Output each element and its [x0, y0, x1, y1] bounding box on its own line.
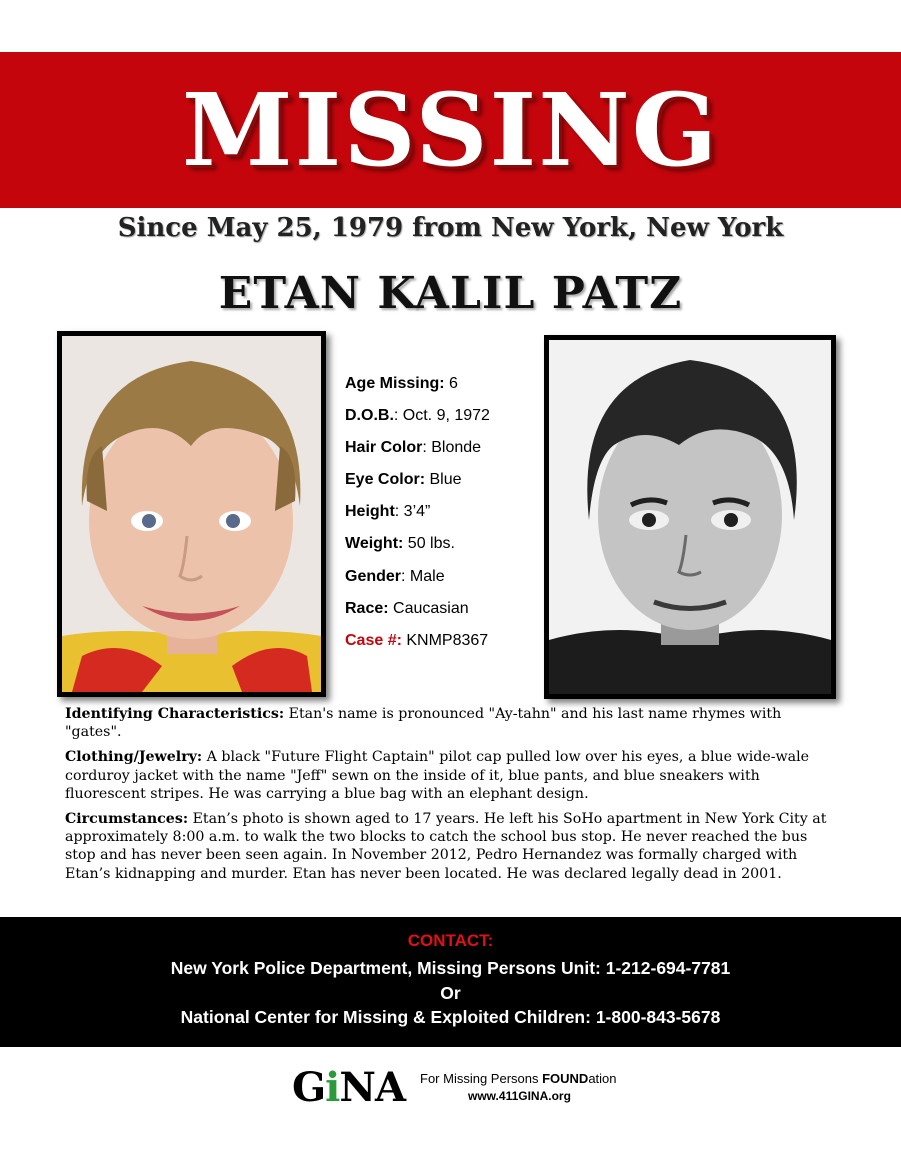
footer: [292, 1066, 652, 1110]
identifying-characteristics: Identifying Characteristics: Etan's name is pronounced "Ay-tahn" and his last name rhymes with "gates".: [65, 706, 782, 741]
detail-dob: D.O.B.: Oct. 9, 1972: [345, 407, 490, 425]
contact-or: Or: [440, 982, 461, 1003]
contact-box: [0, 917, 901, 1047]
detail-race: Race: Caucasian: [345, 599, 469, 617]
details-list: [345, 373, 535, 662]
circumstances: Circumstances: Etan’s photo is shown aged to 17 years. He left his SoHo apartment in New York City at approximately 8:00 a.m. to walk the two blocks to catch the school bus stop. He never reached the bus stop and has never been seen again. In November 2012, Pedro Hernandez was formally charged with Etan’s kidnapping and murder. Etan has never been located. He was declared legally dead in 2001.: [65, 811, 827, 882]
person-name: ETAN KALIL PATZ: [218, 268, 683, 319]
detail-eye-color: Eye Color: Blue: [345, 471, 462, 489]
gina-logo: GiNA: [292, 1064, 405, 1111]
detail-age: Age Missing: 6: [345, 375, 458, 392]
clothing-jewelry: Clothing/Jewelry: A black "Future Flight Captain" pilot cap pulled low over his eyes, a blue wide-wale corduroy jacket with the name "Jeff" sewn on the inside of it, blue pants, and blue sneakers with fluorescent stripes. He was carrying a blue bag with an elephant design.: [65, 749, 810, 802]
missing-banner: [0, 52, 901, 208]
age-progressed-photo: [544, 335, 836, 699]
contact-title: CONTACT:: [407, 931, 494, 950]
foundation-tagline: For Missing Persons FOUNDation: [420, 1071, 617, 1086]
case-description: [65, 705, 837, 890]
detail-gender: Gender: Male: [345, 567, 445, 585]
contact-nypd: New York Police Department, Missing Persons Unit: 1-212-694-7781: [170, 958, 731, 978]
missing-since: Since May 25, 1979 from New York, New York: [117, 213, 784, 243]
website-link[interactable]: www.411GINA.org: [468, 1089, 571, 1103]
banner-title: MISSING: [181, 71, 720, 189]
detail-case-number: Case #: KNMP8367: [345, 631, 489, 649]
detail-hair-color: Hair Color: Blonde: [345, 439, 482, 457]
contact-ncmec: National Center for Missing & Exploited Children: 1-800-843-5678: [180, 1007, 721, 1027]
child-photo: [57, 331, 326, 697]
detail-weight: Weight: 50 lbs.: [345, 535, 455, 553]
detail-height: Height: 3’4”: [345, 503, 431, 521]
